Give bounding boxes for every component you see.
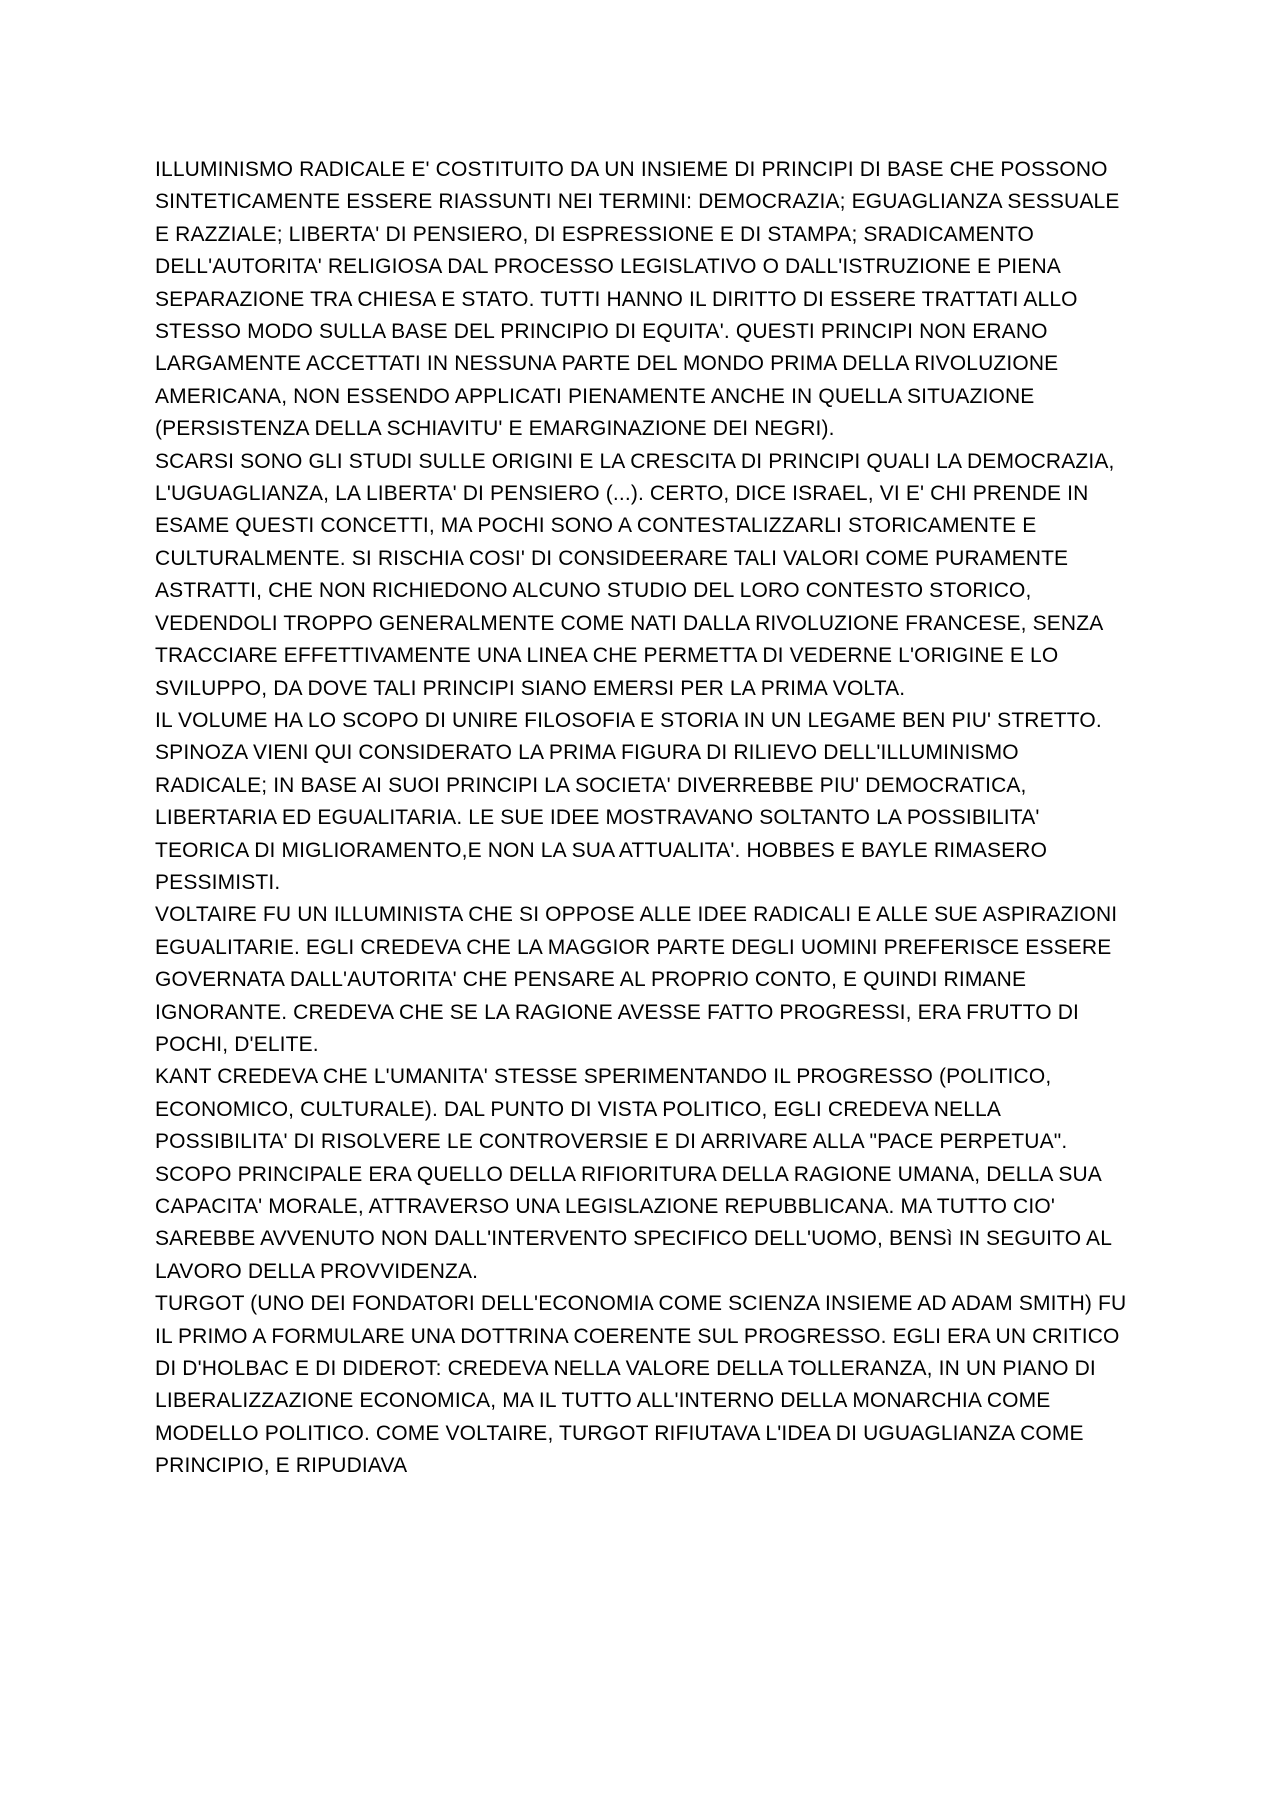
paragraph-radical-enlightenment-principles: ILLUMINISMO RADICALE E' COSTITUITO DA UN INSIEME DI PRINCIPI DI BASE CHE POSSONO SINTETICAMENTE ESSERE RIASSUNTI NEI TERMINI: DEMOCRAZIA; EGUAGLIANZA SESSUALE E RAZZIALE; LIBERTA' DI PENSIERO, DI ESPRESSIONE E DI STAMPA; SRADICAMENTO DELL'AUTORITA' RELIGIOSA DAL PROCESSO LEGISLATIVO O DALL'ISTRUZIONE E PIENA SEPARAZIONE TRA CHIESA E STATO. TUTTI HANNO IL DIRITTO DI ESSERE TRATTATI ALLO STESSO MODO SULLA BASE DEL PRINCIPIO DI EQUITA'. QUESTI PRINCIPI NON ERANO LARGAMENTE ACCETTATI IN NESSUNA PARTE DEL MONDO PRIMA DELLA RIVOLUZIONE AMERICANA, NON ESSENDO APPLICATI PIENAMENTE ANCHE IN QUELLA SITUAZIONE (PERSISTENZA DELLA SCHIAVITU' E EMARGINAZIONE DEI NEGRI). xyxy=(155,158,1120,441)
paragraph-kant: KANT CREDEVA CHE L'UMANITA' STESSE SPERIMENTANDO IL PROGRESSO (POLITICO, ECONOMICO, CULTURALE). DAL PUNTO DI VISTA POLITICO, EGLI CREDEVA NELLA POSSIBILITA' DI RISOLVERE LE CONTROVERSIE E DI ARRIVARE ALLA "PACE PERPETUA". SCOPO PRINCIPALE ERA QUELLO DELLA RIFIORITURA DELLA RAGIONE UMANA, DELLA SUA CAPACITA' MORALE, ATTRAVERSO UNA LEGISLAZIONE REPUBBLICANA. MA TUTTO CIO' SAREBBE AVVENUTO NON DALL'INTERVENTO SPECIFICO DELL'UOMO, BENSì IN SEGUITO AL LAVORO DELLA PROVVIDENZA. xyxy=(155,1065,1112,1283)
paragraph-spinoza: SPINOZA VIENI QUI CONSIDERATO LA PRIMA FIGURA DI RILIEVO DELL'ILLUMINISMO RADICALE; IN BASE AI SUOI PRINCIPI LA SOCIETA' DIVERREBBE PIU' DEMOCRATICA, LIBERTARIA ED EGUALITARIA. LE SUE IDEE MOSTRAVANO SOLTANTO LA POSSIBILITA' TEORICA DI MIGLIORAMENTO,E NON LA SUA ATTUALITA'. HOBBES E BAYLE RIMASERO PESSIMISTI. xyxy=(155,741,1048,894)
paragraph-volume-purpose: IL VOLUME HA LO SCOPO DI UNIRE FILOSOFIA E STORIA IN UN LEGAME BEN PIU' STRETTO. xyxy=(155,708,1102,732)
paragraph-turgot: TURGOT (UNO DEI FONDATORI DELL'ECONOMIA COME SCIENZA INSIEME AD ADAM SMITH) FU IL PRIMO A FORMULARE UNA DOTTRINA COERENTE SUL PROGRESSO. EGLI ERA UN CRITICO DI D'HOLBAC E DI DIDEROT: CREDEVA NELLA VALORE DELLA TOLLERANZA, IN UN PIANO DI LIBERALIZZAZIONE ECONOMICA, MA IL TUTTO ALL'INTERNO DELLA MONARCHIA COME MODELLO POLITICO. COME VOLTAIRE, TURGOT RIFIUTAVA L'IDEA DI UGUAGLIANZA COME PRINCIPIO, E RIPUDIAVA xyxy=(155,1292,1127,1478)
document-body xyxy=(155,154,1135,1483)
paragraph-scarce-studies: SCARSI SONO GLI STUDI SULLE ORIGINI E LA CRESCITA DI PRINCIPI QUALI LA DEMOCRAZIA, L'UGUAGLIANZA, LA LIBERTA' DI PENSIERO (...). CERTO, DICE ISRAEL, VI E' CHI PRENDE IN ESAME QUESTI CONCETTI, MA POCHI SONO A CONTESTALIZZARLI STORICAMENTE E CULTURALMENTE. SI RISCHIA COSI' DI CONSIDEERARE TALI VALORI COME PURAMENTE ASTRATTI, CHE NON RICHIEDONO ALCUNO STUDIO DEL LORO CONTESTO STORICO, VEDENDOLI TROPPO GENERALMENTE COME NATI DALLA RIVOLUZIONE FRANCESE, SENZA TRACCIARE EFFETTIVAMENTE UNA LINEA CHE PERMETTA DI VEDERNE L'ORIGINE E LO SVILUPPO, DA DOVE TALI PRINCIPI SIANO EMERSI PER LA PRIMA VOLTA. xyxy=(155,449,1115,700)
paragraph-voltaire: VOLTAIRE FU UN ILLUMINISTA CHE SI OPPOSE ALLE IDEE RADICALI E ALLE SUE ASPIRAZIONI EGUALITARIE. EGLI CREDEVA CHE LA MAGGIOR PARTE DEGLI UOMINI PREFERISCE ESSERE GOVERNATA DALL'AUTORITA' CHE PENSARE AL PROPRIO CONTO, E QUINDI RIMANE IGNORANTE. CREDEVA CHE SE LA RAGIONE AVESSE FATTO PROGRESSI, ERA FRUTTO DI POCHI, D'ELITE. xyxy=(155,903,1118,1056)
